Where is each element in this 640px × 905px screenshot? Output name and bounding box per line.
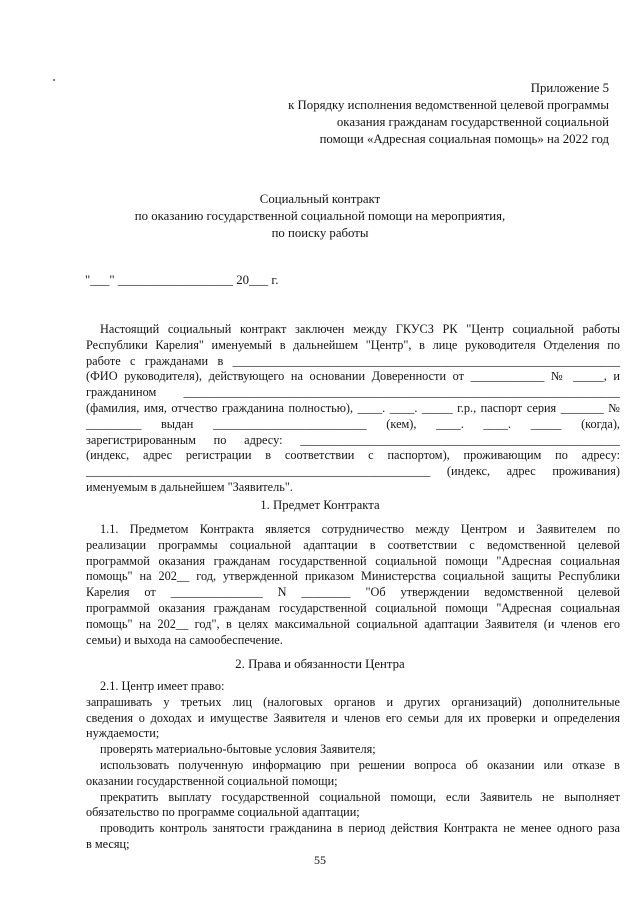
title-line: по поиску работы [271,226,369,240]
text-line: помощь" на 202__ год, утвержденной приказом Министерства социальной защиты Республики [86,569,620,584]
text-line: прекратить выплату государственной социальной помощи, если Заявитель не выполняет [100,789,620,804]
contract-date-line: "___" __________________ 20___ г. [85,273,279,287]
text-line: (ФИО руководителя), действующего на основании Доверенности от ____________ № _____, и [86,369,620,384]
text-line: реализации программы социальной адаптации в соответствии с ведомственной целевой [86,537,620,552]
text-line: программой оказания гражданам государственной социальной помощи "Адресная социальная [86,600,620,615]
title-line: по оказанию государственной социальной помощи на мероприятия, [134,209,506,223]
section-1-paragraph [86,522,620,648]
text-line: гражданином _______________________________________________________________________ [86,385,620,400]
appendix-note [288,80,609,148]
text-line: проверять материально-бытовые условия Заявителя; [100,742,376,757]
text-line: в месяц; [86,836,130,851]
preamble-paragraph [86,322,620,496]
text-line: Карелия от _______________ N ________ "Об утверждении ведомственной целевой [86,585,620,600]
document-title [0,191,640,242]
text-line: использовать полученную информацию при решении вопроса об оказании или отказе в [100,757,620,772]
text-line: проводить контроль занятости гражданина в период действия Контракта не менее одного раза [100,821,620,836]
text-line: Республики Карелия" именуемый в дальнейшем "Центр", в лице руководителя Отделения по [86,337,620,352]
text-line: (фамилия, имя, отчество гражданина полностью), ____. ____. _____ г.р., паспорт серия _______ № [86,400,620,415]
section-1-heading: 1. Предмет Контракта [260,498,380,512]
text-line: работе с гражданами в _______________________________________________________________ [86,353,620,368]
section-2-paragraph [86,679,620,853]
text-line: нуждаемости; [86,726,160,741]
text-line: зарегистрированным по адресу: ____________________________________________________ [86,432,620,447]
appendix-line: Приложение 5 [530,81,609,95]
page-number: 55 [314,853,326,867]
text-line: программой оказания гражданам государственной социальной помощи "Адресная социальная [86,553,620,568]
appendix-line: оказания гражданам государственной социальной [336,115,609,129]
text-line: обязательство по программе социальной адаптации; [86,805,360,820]
appendix-line: помощи «Адресная социальная помощь» на 2022 год [319,132,609,146]
title-line: Социальный контракт [259,192,381,206]
text-line: именуемым в дальнейшем "Заявитель". [86,479,293,494]
text-line: сведения о доходах и имуществе Заявителя и членов его семьи для их проверки и определения [86,710,620,725]
section-2-heading: 2. Права и обязанности Центра [235,657,405,671]
text-line: (индекс, адрес регистрации в соответствии с паспортом), проживающим по адресу: [86,448,620,463]
appendix-line: к Порядку исполнения ведомственной целевой программы [288,98,609,112]
text-line: семьи) и выхода на самообеспечение. [86,632,283,647]
text-line: запрашивать у третьих лиц (налоговых органов и других организаций) дополнительные [86,694,620,709]
text-line: 1.1. Предметом Контракта является сотрудничество между Центром и Заявителем по [100,522,620,536]
text-line: ________________________________________________________ (индекс, адрес проживания) [86,464,620,479]
text-line: оказании государственной социальной помощи; [86,773,338,788]
text-line: Настоящий социальный контракт заключен между ГКУСЗ РК "Центр социальной работы [100,322,620,336]
text-line: 2.1. Центр имеет право: [100,679,225,693]
text-line: помощь" на 202__ год", в целях максимальной социальной адаптации Заявителя (и членов его [86,616,620,631]
scan-speck [53,79,55,81]
text-line: _________ выдан _________________________ (кем), ____. ____. _____ (когда), [86,416,620,431]
